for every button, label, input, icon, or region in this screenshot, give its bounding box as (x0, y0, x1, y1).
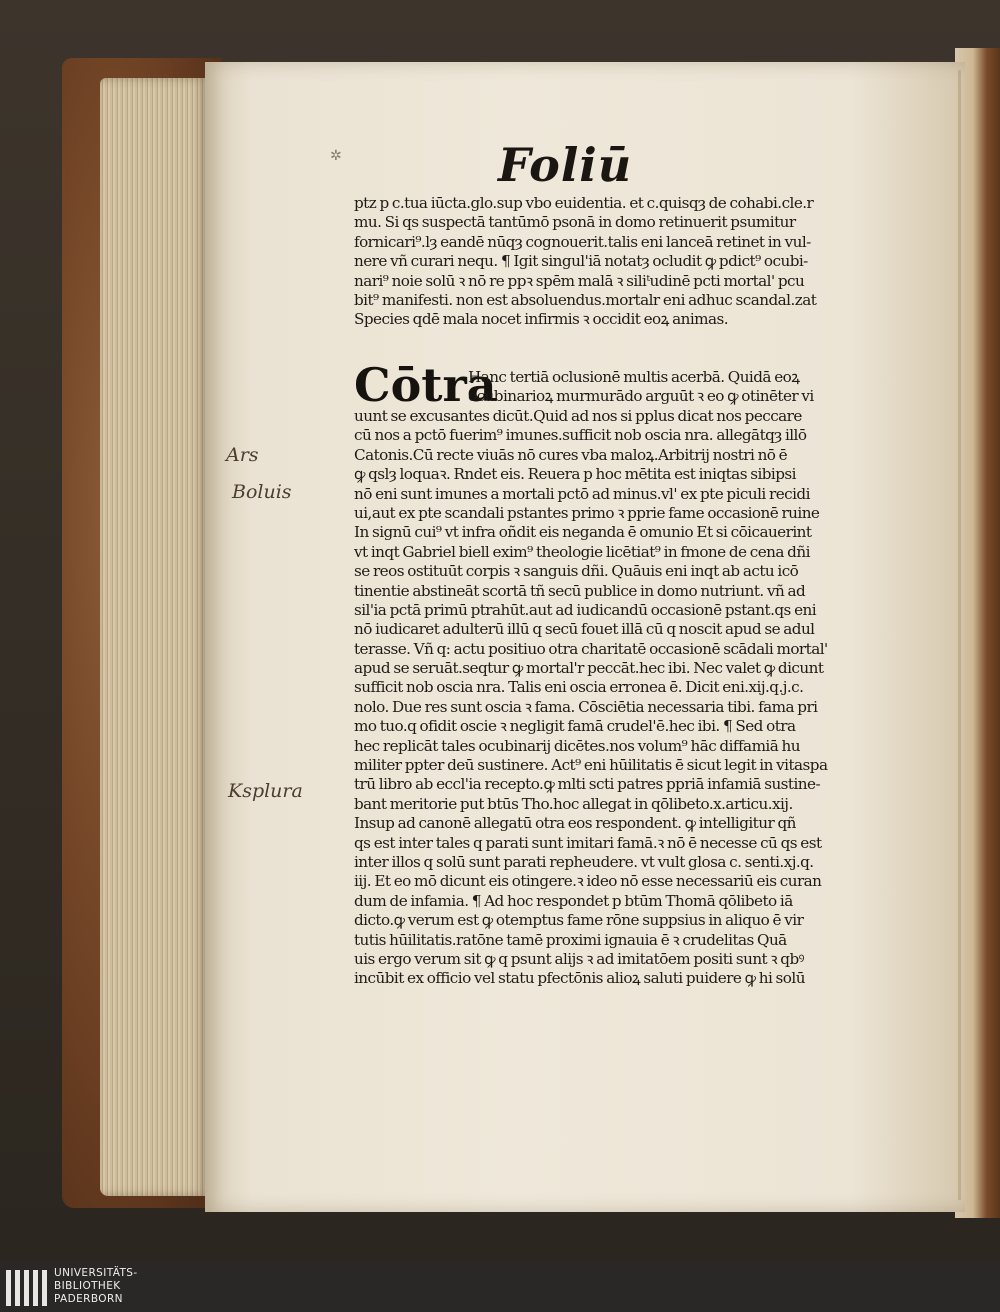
text-line: fornicari⁹.lȝ eandē nūqȝ cognouerit.talis eni lanceā retinet in vul- (354, 232, 811, 251)
text-line: se reos ostituūt corpis ꝛ sanguis dñi. Quāuis eni inqt ab actu icō (354, 562, 799, 581)
text-line: tinentie abstineāt scortā tñ secū publice in domo nutriunt. vñ ad (354, 581, 806, 600)
text-line: nolo. Due res sunt oscia ꝛ fama. Cōsciētia necessaria tibi. fama pri (354, 697, 818, 716)
text-line: bant meritorie put btūs Tho.hoc allegat in qōlibeto.x.articu.xij. (354, 794, 793, 813)
text-line: apud se seruāt.seqtur ꝙ mortal'r peccāt.hec ibi. Nec valet ꝙ dicunt (354, 659, 824, 678)
library-name (54, 1267, 138, 1306)
text-line: dum de infamia. ¶ Ad hoc respondet p btūm Thomā qōlibeto iā (354, 891, 793, 910)
text-line: Species qdē mala nocet infirmis ꝛ occidit eoꝝ animas. (354, 310, 729, 329)
text-line: nō iudicaret adulterū illū q secū fouet illā cū q noscit apud se adul (354, 620, 815, 639)
library-name-line: UNIVERSITÄTS- (54, 1267, 138, 1279)
text-block-1 (354, 194, 876, 330)
text-line: cū nos a pctō fuerim⁹ imunes.sufficit nob oscia nra. allegātqȝ illō (354, 426, 807, 445)
library-name-line: BIBLIOTHEK (54, 1280, 121, 1292)
library-logo-icon (6, 1270, 48, 1306)
marginal-note: Boluis (232, 481, 292, 503)
text-line: dicto.ꝙ verum est ꝙ otemptus fame rōne suppsius in aliquo ē vir (354, 911, 804, 930)
initial-word: Cōtra (354, 358, 497, 412)
text-line: inter illos q solū sunt parati repheudere. vt vult glosa c. senti.xj.q. (354, 852, 814, 871)
text-line: uunt se excusantes dicūt.Quid ad nos si pplus dicat nos peccare (354, 407, 802, 425)
text-line: ocubinarioꝝ murmurādo arguūt ꝛ eo ꝙ otinēter vi (468, 387, 814, 406)
stamp-mark-icon: ✲ (330, 148, 342, 164)
library-footer (0, 1262, 1000, 1312)
text-line: hec replicāt tales ocubinarij dicētes.nos volum⁹ hāc diffamiā hu (354, 736, 800, 755)
gutter-shadow (958, 70, 961, 1200)
text-line: nō eni sunt imunes a mortali pctō ad minus.vl' ex pte piculi recidi (354, 484, 810, 503)
text-line: qs est inter tales q parati sunt imitari famā.ꝛ nō ē necesse cū qs est (354, 833, 822, 852)
text-line: mu. Si qs suspectā tantūmō psonā in domo retinuerit psumitur (354, 213, 796, 232)
page-fore-edge (100, 78, 208, 1196)
marginal-note: Ars (226, 444, 259, 466)
text-line: uis ergo verum sit ꝙ q psunt alijs ꝛ ad imitatōem positi sunt ꝛ qbꝰ (354, 949, 804, 968)
text-line: vt inqt Gabriel biell exim⁹ theologie licētiat⁹ in fmone de cena dñi (354, 542, 810, 561)
text-line: militer ppter deū sustinere. Act⁹ eni hūilitatis ē sicut legit in vitaspa (354, 756, 828, 775)
text-block-2-head (468, 368, 878, 407)
text-line: bit⁹ manifesti. non est absoluendus.mortalr eni adhuc scandal.zat (354, 290, 817, 309)
text-line: nere vñ curari nequ. ¶ Igit singul'iā notatȝ ocludit ꝙ pdict⁹ ocubi- (354, 252, 808, 271)
library-name-line: PADERBORN (54, 1293, 123, 1305)
text-line: ꝙ qslȝ loquaꝛ. Rndet eis. Reuera p hoc mētita est iniqtas sibipsi (354, 465, 796, 484)
text-line: ui,aut ex pte scandali pstantes primo ꝛ pprie fame occasionē ruine (354, 503, 820, 522)
page-header-folio: Foliū (498, 138, 633, 192)
text-line: ptz p c.tua iūcta.glo.sup vbo euidentia. et c.quisqȝ de cohabi.cle.r (354, 194, 814, 212)
marginal-note: Ksplura (228, 780, 303, 802)
text-line: terasse. Vñ q: actu positiuo otra charitatē occasionē scādali mortal' (354, 639, 828, 658)
text-line: sufficit nob oscia nra. Talis eni oscia erronea ē. Dicit eni.xij.q.j.c. (354, 678, 804, 697)
text-line: In signū cui⁹ vt infra oñdit eis neganda ē omunio Et si cōicauerint (354, 523, 812, 542)
text-line: trū libro ab eccl'ia recepto.ꝙ mlti scti patres ppriā infamiā sustine- (354, 775, 821, 794)
text-line: Insup ad canonē allegatū otra eos respondent. ꝙ intelligitur qñ (354, 814, 796, 833)
text-line: incūbit ex officio vel statu pfectōnis alioꝝ saluti puidere ꝙ hi solū (354, 969, 805, 988)
text-line: Hanc tertiā oclusionē multis acerbā. Quidā eoꝝ (468, 368, 800, 386)
text-line: iij. Et eo mō dicunt eis otingere.ꝛ ideo nō esse necessariū eis curan (354, 872, 822, 891)
text-line: Catonis.Cū recte viuās nō cures vba maloꝝ.Arbitrij nostri nō ē (354, 445, 788, 464)
text-line: nari⁹ noie solū ꝛ nō re ppꝛ spēm malā ꝛ siliᵗudinē pcti mortal' pcu (354, 271, 805, 290)
text-block-2-body (354, 407, 876, 989)
text-line: mo tuo.q ofidit oscie ꝛ negligit famā crudel'ē.hec ibi. ¶ Sed otra (354, 717, 796, 736)
text-line: tutis hūilitatis.ratōne tamē proximi ignauia ē ꝛ crudelitas Quā (354, 930, 787, 949)
text-line: sil'ia pctā primū ptrahūt.aut ad iudicandū occasionē pstant.qs eni (354, 600, 817, 619)
